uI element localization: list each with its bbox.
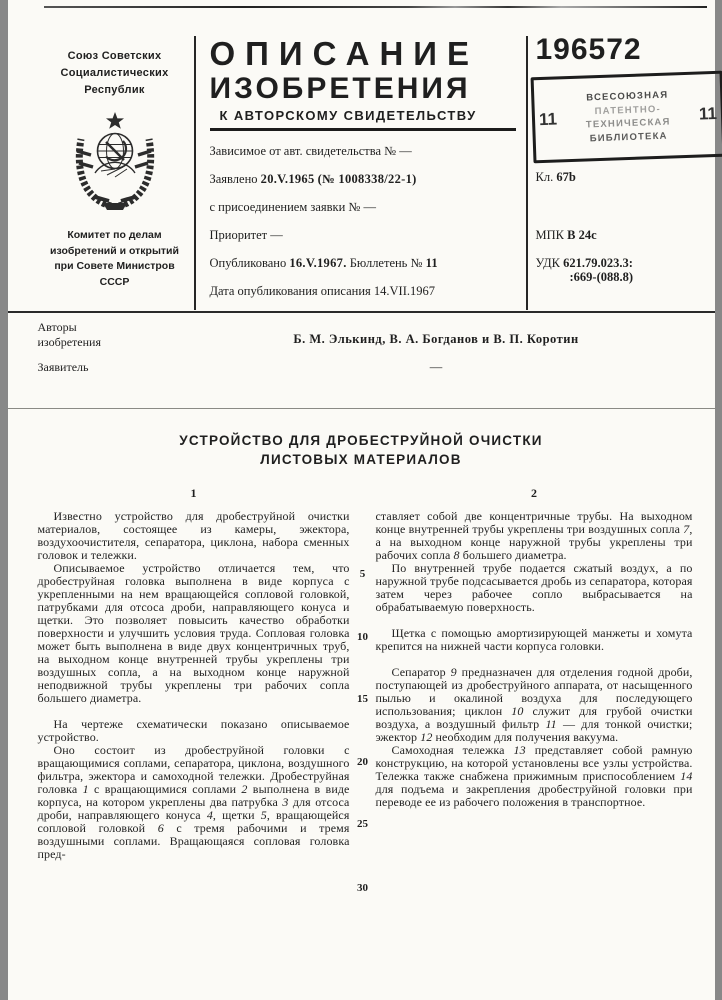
- line-number-5: 5: [359, 568, 366, 580]
- class-label: Кл.: [535, 170, 554, 184]
- column-number-1: 1: [190, 486, 197, 500]
- patent-document-page: [8, 0, 715, 1000]
- body-text: [37, 486, 693, 894]
- joined-label: с присоединением заявки №: [209, 200, 361, 214]
- masthead-center-column: [194, 36, 528, 310]
- authors-row: [38, 320, 685, 350]
- description-published-row: [210, 284, 516, 299]
- doc-type-title-2: ИЗОБРЕТЕНИЯ: [209, 72, 471, 105]
- authors-label-line: Авторы: [37, 320, 77, 334]
- dependent-value: —: [399, 144, 412, 158]
- application-number: (№ 1008338/22-1): [317, 172, 417, 186]
- top-rule: [44, 6, 707, 8]
- line-number-15: 15: [357, 693, 368, 705]
- text-column-1: [38, 486, 350, 861]
- body-paragraph: Известно устройство для дробеструйной очистки материалов, состоящее из камеры, эжектора, воздухоочистителя, сепаратора, циклона, набора сменных головок и тележки.: [37, 509, 350, 562]
- authors-rule: [8, 408, 715, 409]
- priority-label: Приоритет: [209, 228, 268, 242]
- invention-title-line: ЛИСТОВЫХ МАТЕРИАЛОВ: [260, 452, 462, 467]
- body-paragraph: Самоходная тележка 13 представляет собой рамную конструкцию, на которой установлены все узлы устройства. Тележка также снабжена прижимным приспособлением 14 для подъема и закрепления дробеструйной головки при переводе ее из рабочего положения в транспортное.: [375, 743, 693, 809]
- committee-line: при Совете Министров: [54, 260, 175, 272]
- country-line: Республик: [84, 84, 145, 96]
- body-paragraph: Описываемое устройство отличается тем, что дробеструйная головка выполнена в виде корпуса с укрепленными на нем вращающейся сопловой головкой, патрубками для отсоса дроби, направляющего конуса и щетки. Это позволяет повысить качество обработки поверхности и улучшить условия труда. Сопловая головка может быть выполнена в виде двух концентричных труб, на выходном конце внутренней трубы укреплены три воздушных сопла, а на выходном конце наружной неподвижной трубы укреплены три рабочих сопла большего диаметра.: [37, 561, 350, 705]
- header-bottom-rule: [8, 311, 715, 313]
- country-line: Союз Советских: [67, 50, 162, 62]
- line-number-10: 10: [357, 631, 368, 643]
- masthead-right-column: [528, 33, 717, 310]
- filing-details: [210, 144, 516, 299]
- udk-value: 621.79.023.3:: [563, 256, 633, 270]
- stamp-line: ТЕХНИЧЕСКАЯ: [585, 116, 671, 131]
- description-published-date: 14.VII.1967: [373, 284, 436, 298]
- authors-label-line: изобретения: [37, 335, 101, 349]
- description-published-label: Дата опубликования описания: [209, 284, 371, 298]
- body-paragraph: Щетка с помощью амортизирующей манжеты и хомута крепится на нижней части корпуса головки.: [375, 626, 693, 653]
- applicant-label: Заявитель: [37, 360, 89, 374]
- dependent-certificate-row: [210, 144, 516, 159]
- subtitle-rule: [210, 128, 516, 131]
- published-row: [210, 256, 516, 271]
- text-column-2: [376, 486, 693, 861]
- bulletin-label: Бюллетень №: [349, 256, 423, 270]
- committee-line: Комитет по делам: [67, 229, 162, 241]
- line-number-25: 25: [357, 818, 368, 830]
- class-value: 67b: [556, 170, 576, 184]
- column-1-paragraphs: [38, 510, 350, 861]
- filed-date: 20.V.1965: [260, 172, 315, 186]
- applicant-value: —: [429, 360, 443, 374]
- column-gutter: [350, 486, 376, 861]
- column-2-paragraphs: [376, 510, 693, 809]
- udk-line: [536, 256, 634, 284]
- stamp-text: [560, 88, 696, 147]
- filed-label: Заявлено: [209, 172, 258, 186]
- line-number-20: 20: [357, 756, 368, 768]
- invention-title: [8, 431, 715, 469]
- mpk-value: В 24с: [567, 228, 597, 242]
- country-line: Социалистических: [60, 67, 169, 79]
- committee-line: СССР: [99, 275, 130, 288]
- udk-label: УДК: [535, 256, 560, 270]
- class-line: [536, 170, 576, 185]
- bulletin-number: 11: [425, 256, 438, 270]
- joined-value: —: [363, 200, 376, 214]
- body-paragraph: ставляет собой две концентричные трубы. На выходном конце внутренней трубы укреплены три воздушных сопла 7, а на выходном конце наружной трубы укреплены три рабочих сопла 8 большего диаметра.: [375, 509, 693, 562]
- dependent-label: Зависимое от авт. свидетельства №: [209, 144, 397, 158]
- priority-row: [210, 228, 516, 243]
- doc-subtitle: К АВТОРСКОМУ СВИДЕТЕЛЬСТВУ: [219, 108, 477, 123]
- stamp-line: ПАТЕНТНО-: [593, 103, 661, 117]
- body-paragraph: По внутренней трубе подается сжатый воздух, а по наружной трубе подсасывается дробь из сепаратора, которая затем через рабочее сопло выбрасывается на обрабатываемую поверхность.: [375, 561, 693, 614]
- joined-application-row: [210, 200, 516, 215]
- priority-value: —: [270, 228, 283, 242]
- body-paragraph: На чертеже схематически показано описываемое устройство.: [37, 717, 350, 744]
- stamp-number-right: 11: [698, 103, 717, 124]
- line-number-30: 30: [357, 882, 368, 894]
- patent-number: 196572: [535, 33, 642, 66]
- authors-section: [38, 320, 685, 385]
- body-paragraph: Сепаратор 9 предназначен для отделения годной дроби, поступающей из дробеструйного аппарата, от насыщенного пылью и окалиной воздуха для последующего использования; циклон 10 служит для грубой очистки воздуха, а воздушный фильтр 11 — для тонкой очистки; эжектор 12 необходим для получения вакуума.: [375, 665, 693, 744]
- authors-label: [38, 320, 188, 350]
- doc-type-title: ОПИСАНИЕ: [209, 35, 480, 72]
- committee-line: изобретений и открытий: [50, 244, 179, 257]
- mpk-line: [536, 228, 597, 243]
- published-label: Опубликовано: [209, 256, 287, 270]
- stamp-number-left: 11: [538, 109, 557, 130]
- country-name: [36, 48, 194, 99]
- published-date: 16.V.1967.: [289, 256, 347, 270]
- masthead-left-column: [36, 36, 194, 310]
- column-number-2: 2: [531, 486, 537, 500]
- masthead: [36, 33, 717, 310]
- udk-value-2: :669-(088.8): [569, 270, 634, 284]
- stamp-line: ВСЕСОЮЗНАЯ: [585, 89, 668, 104]
- ussr-state-emblem-icon: [36, 111, 194, 218]
- authors-names: Б. М. Элькинд, В. А. Богданов и В. П. Коротин: [293, 332, 579, 346]
- committee-name: [36, 228, 194, 290]
- applicant-row: [38, 360, 685, 375]
- stamp-line: БИБЛИОТЕКА: [589, 130, 668, 144]
- invention-title-line: УСТРОЙСТВО ДЛЯ ДРОБЕСТРУЙНОЙ ОЧИСТКИ: [179, 433, 543, 448]
- body-paragraph: Оно состоит из дробеструйной головки с вращающимися соплами, сепаратора, циклона, воздушного фильтра, эжектора и самоходной тележки. Дробеструйная головка 1 с вращающимися соплами 2 выполнена в виде корпуса, на котором укреплены два патрубка 3 для отсоса дроби, направляющего конуса 4, щетки 5, вращающейся сопловой головкой 6 с тремя рабочими и тремя воздушными соплами. Вращающаяся сопловая головка пред-: [37, 743, 350, 861]
- filed-row: [210, 172, 516, 187]
- library-stamp: [530, 71, 722, 164]
- mpk-label: МПК: [535, 228, 564, 242]
